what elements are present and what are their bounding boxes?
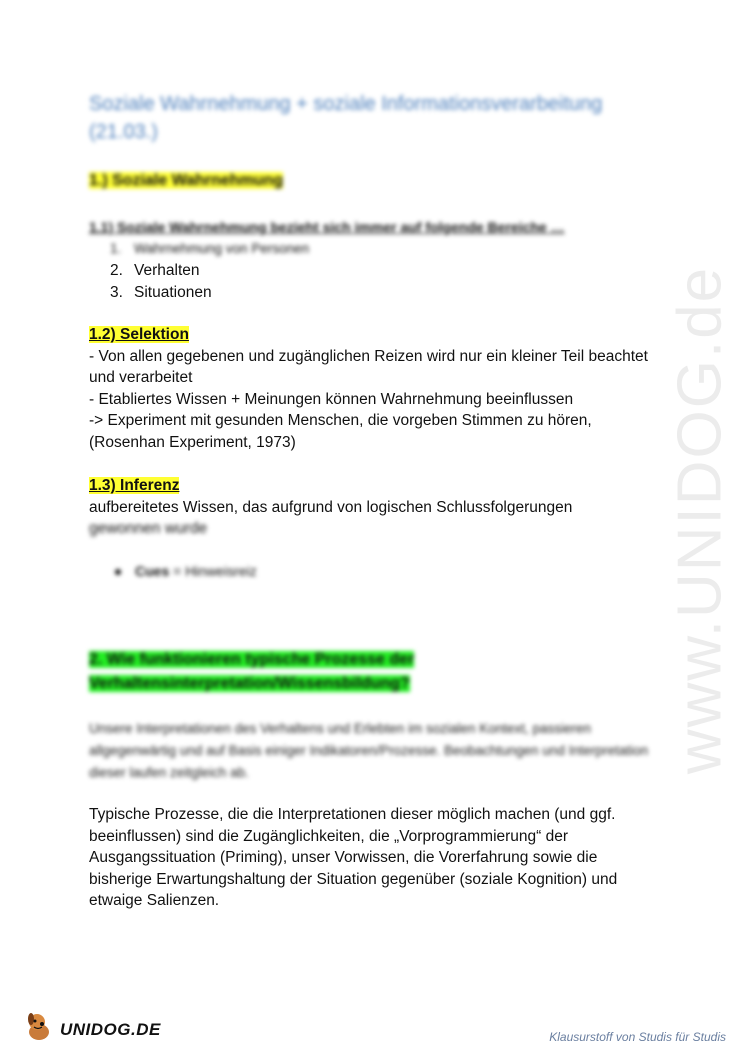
subsection-1-3 (89, 475, 649, 540)
dog-mascot-icon (22, 1010, 56, 1049)
logo-text: UNIDOG.DE (60, 1019, 161, 1039)
section2-heading-text: 2. Wie funktionieren typische Prozesse der Verhaltensinterpretation/Wissensbildung? (89, 651, 415, 692)
list-item: 2. Verhalten (110, 262, 200, 279)
section1-heading-text: 1.) Soziale Wahrnehmung (89, 172, 284, 189)
selection-line: - Etabliertes Wissen + Meinungen können Wahrnehmung beeinflussen (89, 390, 574, 408)
list-item: 1. Wahrnehmung von Personen (110, 241, 310, 256)
watermark-text: www.UNIDOG.de (665, 265, 735, 775)
section2-heading (89, 648, 459, 696)
cues-term: Cues (135, 563, 170, 579)
subsection-1-1-heading: 1.1) Soziale Wahrnehmung bezieht sich immer auf folgende Bereiche … (89, 219, 565, 235)
selection-line: - Von allen gegebenen und zugänglichen Reizen wird nur ein kleiner Teil beachtet und verarbeitet (89, 347, 648, 386)
document-title: Soziale Wahrnehmung + soziale Informationsverarbeitung (21.03.) (89, 93, 603, 143)
subsection-1-2 (89, 324, 649, 453)
subsection-1-3-heading: 1.3) Inferenz (89, 477, 180, 494)
inference-text: aufbereitetes Wissen, das aufgrund von logischen Schlussfolgerungen (89, 498, 573, 516)
footer-logo[interactable] (22, 1010, 161, 1049)
section1-heading (89, 172, 283, 190)
footer-tagline: Klausurstoff von Studis für Studis (549, 1030, 726, 1044)
processes-paragraph: Typische Prozesse, die die Interpretationen dieser möglich machen (und ggf. beeinflussen) sind die Zugänglichkeiten, die „Vorprogrammierung“ der Ausgangssituation (Priming), unser Vorwissen, die Vorerfahrung sowie die bisherige Erwartungshaltung der Situation gegenüber (soziale Kognition) und etwaige Salienzen. (89, 806, 618, 909)
cues-bullet (115, 563, 257, 579)
areas-list (110, 238, 309, 304)
inference-text-cont: gewonnen wurde (89, 520, 208, 537)
subsection-1-2-heading: 1.2) Selektion (89, 326, 189, 343)
blurred-paragraph: Unsere Interpretationen des Verhaltens und Erlebten im sozialen Kontext, passieren allgegenwärtig und auf Basis einiger Indikatoren/Prozesse. Beobachtungen und Interpretation dieser laufen zeitgleich ab. (89, 721, 649, 780)
selection-line: -> Experiment mit gesunden Menschen, die vorgeben Stimmen zu hören, (Rosenhan Experiment, 1973) (89, 412, 592, 451)
cues-definition: = Hinweisreiz (169, 563, 257, 579)
bullet-icon (115, 569, 121, 575)
list-item: 3. Situationen (110, 284, 212, 301)
